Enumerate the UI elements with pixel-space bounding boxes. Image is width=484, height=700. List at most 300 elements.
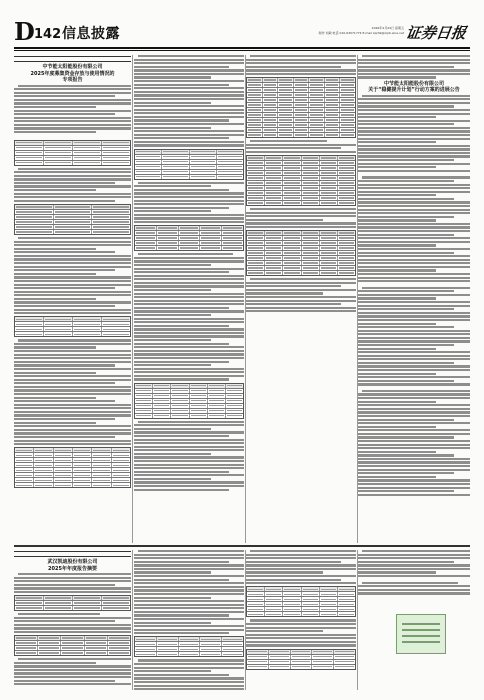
table-cell xyxy=(320,176,338,180)
announcement-title-line: 关于“稳健提升计划”行动方案的进展公告 xyxy=(368,87,460,94)
text-line xyxy=(134,597,211,599)
text-line xyxy=(14,251,115,253)
table-cell xyxy=(302,181,320,185)
table-cell xyxy=(263,98,279,102)
column-e xyxy=(14,550,131,690)
table-cell xyxy=(73,453,92,457)
table-cell xyxy=(15,317,44,321)
announcement-header-rule xyxy=(14,551,131,557)
text-line xyxy=(134,575,244,577)
table-cell xyxy=(247,251,265,255)
text-line xyxy=(134,217,244,219)
text-line xyxy=(250,208,356,210)
text-line xyxy=(358,301,470,303)
table-cell xyxy=(265,597,283,601)
table-cell xyxy=(247,176,265,180)
data-table xyxy=(134,383,244,419)
table-cell xyxy=(208,389,226,393)
text-line xyxy=(14,131,96,133)
table-cell xyxy=(135,647,157,651)
data-table xyxy=(134,149,244,180)
announcement-title xyxy=(358,81,470,94)
text-line xyxy=(358,76,436,78)
table-cell xyxy=(294,113,310,117)
table-cell xyxy=(15,151,44,155)
table-cell xyxy=(263,103,279,107)
table-cell xyxy=(200,236,222,240)
text-line xyxy=(134,127,211,129)
text-line xyxy=(134,59,244,61)
data-table xyxy=(14,447,131,488)
table-cell xyxy=(294,98,310,102)
table-cell xyxy=(338,597,355,601)
text-line xyxy=(250,55,356,57)
table-cell xyxy=(200,246,222,250)
text-line xyxy=(358,326,454,328)
table-cell xyxy=(112,458,130,462)
text-line xyxy=(246,73,356,75)
text-line xyxy=(358,393,470,395)
text-line xyxy=(14,364,115,366)
text-line xyxy=(134,481,244,483)
table-cell xyxy=(15,606,44,610)
table-cell xyxy=(179,241,201,245)
table-cell xyxy=(190,389,208,393)
text-line xyxy=(14,287,115,289)
table-cell xyxy=(334,660,355,664)
table-cell xyxy=(179,647,201,651)
text-line xyxy=(134,123,244,125)
text-line xyxy=(358,248,470,250)
text-line xyxy=(134,62,244,64)
table-cell xyxy=(302,612,320,616)
table-row xyxy=(15,161,130,165)
text-block xyxy=(358,95,470,496)
table-cell xyxy=(54,458,73,462)
table-cell xyxy=(217,155,243,159)
table-cell xyxy=(340,133,355,137)
table-cell xyxy=(73,473,92,477)
table-cell xyxy=(15,322,44,326)
table-cell xyxy=(302,597,320,601)
table-cell xyxy=(135,642,157,646)
table-cell xyxy=(15,156,44,160)
text-line xyxy=(18,613,100,615)
table-cell xyxy=(54,205,93,209)
table-cell xyxy=(247,602,265,606)
table-cell xyxy=(247,655,269,659)
table-cell xyxy=(294,78,310,82)
table-cell xyxy=(190,170,217,174)
table-cell xyxy=(320,156,338,160)
text-line xyxy=(134,116,244,118)
text-line xyxy=(134,321,244,323)
table-cell xyxy=(15,141,44,145)
table-cell xyxy=(226,399,243,403)
table-cell xyxy=(15,651,38,655)
text-line xyxy=(358,344,454,346)
text-line xyxy=(134,629,244,631)
table-cell xyxy=(278,113,294,117)
table-cell xyxy=(190,165,217,169)
table-cell xyxy=(269,665,291,669)
table-cell xyxy=(61,651,84,655)
table-cell xyxy=(309,93,325,97)
table-cell xyxy=(265,191,283,195)
table-cell xyxy=(265,256,283,260)
table-cell xyxy=(44,151,73,155)
table-cell xyxy=(340,108,355,112)
text-line xyxy=(134,282,244,284)
table-cell xyxy=(309,108,325,112)
table-cell xyxy=(338,161,355,165)
text-line xyxy=(246,637,356,639)
table-cell xyxy=(92,225,130,229)
table-cell xyxy=(247,261,265,265)
text-block xyxy=(134,55,244,491)
table-cell xyxy=(108,636,130,640)
table-cell xyxy=(15,596,44,600)
text-line xyxy=(14,418,115,420)
text-line xyxy=(134,449,244,451)
text-line xyxy=(138,182,244,184)
table-cell xyxy=(247,266,265,270)
table-row xyxy=(247,271,355,275)
text-line xyxy=(14,631,131,633)
text-line xyxy=(358,433,470,435)
text-line xyxy=(358,266,470,268)
text-line xyxy=(14,294,131,296)
text-line xyxy=(14,683,131,685)
text-line xyxy=(134,293,244,295)
text-line xyxy=(358,451,436,453)
table-cell xyxy=(302,201,320,205)
text-line xyxy=(358,166,436,168)
table-cell xyxy=(34,453,53,457)
text-line xyxy=(358,458,470,460)
text-line xyxy=(358,557,470,559)
table-cell xyxy=(15,483,34,487)
text-line xyxy=(358,252,454,254)
table-cell xyxy=(73,606,102,610)
text-line xyxy=(358,180,454,182)
text-line xyxy=(246,296,356,298)
table-cell xyxy=(153,404,171,408)
text-line xyxy=(134,105,244,107)
text-line xyxy=(134,109,244,111)
table-cell xyxy=(283,166,301,170)
table-cell xyxy=(15,641,38,645)
table-cell xyxy=(302,261,320,265)
table-cell xyxy=(73,483,92,487)
text-line xyxy=(14,200,115,202)
table-cell xyxy=(54,463,73,467)
text-line xyxy=(14,577,131,579)
masthead-rule-thin xyxy=(14,50,470,51)
text-line xyxy=(134,214,244,216)
text-line xyxy=(14,241,131,243)
table-cell xyxy=(338,266,355,270)
text-line xyxy=(362,55,470,57)
table-cell xyxy=(320,171,338,175)
text-line xyxy=(14,414,131,416)
text-line xyxy=(362,582,458,584)
table-cell xyxy=(338,587,355,591)
table-cell xyxy=(44,141,73,145)
text-line xyxy=(358,440,470,442)
table-cell xyxy=(135,226,157,230)
masthead xyxy=(14,17,470,46)
column-g xyxy=(246,550,356,690)
text-line xyxy=(358,348,436,350)
table-cell xyxy=(208,394,226,398)
text-line xyxy=(134,144,244,146)
table-cell xyxy=(226,389,243,393)
table-cell xyxy=(340,118,355,122)
text-line xyxy=(134,674,229,676)
table-cell xyxy=(302,176,320,180)
table-cell xyxy=(135,246,157,250)
text-block xyxy=(14,85,131,489)
table-cell xyxy=(294,93,310,97)
text-line xyxy=(134,307,229,309)
table-cell xyxy=(108,646,130,650)
table-cell xyxy=(338,256,355,260)
table-cell xyxy=(247,133,263,137)
table-cell xyxy=(112,463,130,467)
table-cell xyxy=(278,133,294,137)
table-cell xyxy=(283,587,301,591)
table-cell xyxy=(263,118,279,122)
table-cell xyxy=(157,647,179,651)
text-line xyxy=(134,368,244,370)
text-line xyxy=(134,76,211,78)
section-divider xyxy=(14,545,470,547)
text-line xyxy=(134,285,244,287)
table-cell xyxy=(338,251,355,255)
section-letter: D xyxy=(14,17,35,46)
table-cell xyxy=(325,83,341,87)
text-line xyxy=(134,346,244,348)
table-cell xyxy=(102,332,130,336)
table-cell xyxy=(265,241,283,245)
text-line xyxy=(358,365,470,367)
text-line xyxy=(14,350,131,352)
text-line xyxy=(134,375,244,377)
table-cell xyxy=(247,236,265,240)
table-cell xyxy=(102,322,130,326)
table-cell xyxy=(44,156,73,160)
table-cell xyxy=(320,196,338,200)
table-cell xyxy=(309,88,325,92)
table-cell xyxy=(302,592,320,596)
table-cell xyxy=(34,468,53,472)
text-line xyxy=(134,688,244,690)
table-cell xyxy=(179,637,201,641)
table-cell xyxy=(302,196,320,200)
text-line xyxy=(134,289,211,291)
table-cell xyxy=(325,103,341,107)
table-cell xyxy=(247,113,263,117)
table-cell xyxy=(283,241,301,245)
text-line xyxy=(134,579,229,581)
text-line xyxy=(134,130,244,132)
table-cell xyxy=(247,650,269,654)
text-line xyxy=(134,439,244,441)
table-cell xyxy=(102,156,130,160)
text-line xyxy=(14,193,131,195)
text-line xyxy=(134,268,244,270)
text-line xyxy=(358,273,470,275)
table-cell xyxy=(15,215,54,219)
text-line xyxy=(134,625,244,627)
table-cell xyxy=(247,118,263,122)
text-line xyxy=(246,554,356,556)
table-cell xyxy=(54,210,93,214)
table-cell xyxy=(190,409,208,413)
table-cell xyxy=(302,241,320,245)
text-line xyxy=(14,429,131,431)
column-a xyxy=(14,55,131,543)
table-cell xyxy=(190,160,217,164)
table-cell xyxy=(15,646,38,650)
table-cell xyxy=(283,597,301,601)
table-cell xyxy=(157,226,179,230)
text-line xyxy=(134,66,229,68)
text-line xyxy=(14,400,115,402)
text-line xyxy=(134,435,229,437)
table-cell xyxy=(340,78,355,82)
table-cell xyxy=(54,448,73,452)
text-line xyxy=(134,207,229,209)
table-cell xyxy=(283,251,301,255)
text-line xyxy=(134,474,244,476)
text-line xyxy=(14,620,115,622)
table-cell xyxy=(171,394,189,398)
text-line xyxy=(134,192,244,194)
data-table xyxy=(14,635,131,656)
text-line xyxy=(358,290,454,292)
table-cell xyxy=(302,607,320,611)
text-line xyxy=(358,209,470,211)
table-cell xyxy=(294,133,310,137)
announcement-header-rule xyxy=(14,56,131,62)
text-line xyxy=(358,159,454,161)
table-cell xyxy=(291,655,313,659)
table-cell xyxy=(44,601,73,605)
table-cell xyxy=(179,642,201,646)
text-line xyxy=(134,442,244,444)
table-cell xyxy=(340,113,355,117)
text-line xyxy=(358,73,470,75)
text-line xyxy=(14,372,96,374)
table-cell xyxy=(302,236,320,240)
text-line xyxy=(134,80,244,82)
table-cell xyxy=(108,651,130,655)
text-line xyxy=(134,604,244,606)
table-cell xyxy=(61,641,84,645)
table-cell xyxy=(222,652,243,656)
table-cell xyxy=(265,246,283,250)
text-line xyxy=(14,386,131,388)
text-line xyxy=(14,436,115,438)
data-table xyxy=(134,225,244,251)
text-line xyxy=(14,262,131,264)
text-line xyxy=(246,289,356,291)
table-cell xyxy=(54,225,93,229)
text-line xyxy=(134,210,211,212)
text-line xyxy=(14,617,131,619)
table-cell xyxy=(73,146,102,150)
text-block xyxy=(358,550,470,595)
table-cell xyxy=(34,483,53,487)
table-cell xyxy=(73,468,92,472)
text-line xyxy=(14,291,131,293)
table-cell xyxy=(15,220,54,224)
text-line xyxy=(358,113,470,115)
table-cell xyxy=(112,448,130,452)
text-line xyxy=(134,611,244,613)
table-cell xyxy=(247,597,265,601)
text-line xyxy=(14,244,131,246)
table-cell xyxy=(338,241,355,245)
table-cell xyxy=(309,113,325,117)
text-line xyxy=(134,632,229,634)
table-cell xyxy=(208,384,226,388)
table-cell xyxy=(302,602,320,606)
announcement-title-line: 中节能太阳能股份有限公司 xyxy=(42,64,103,70)
text-line xyxy=(14,680,115,682)
text-line xyxy=(358,226,470,228)
table-cell xyxy=(135,409,153,413)
table-cell xyxy=(294,88,310,92)
table-cell xyxy=(283,186,301,190)
text-line xyxy=(358,170,470,172)
table-cell xyxy=(283,256,301,260)
table-cell xyxy=(338,196,355,200)
text-line xyxy=(246,59,356,61)
data-table xyxy=(14,204,131,235)
announcement-title-line: 武汉凯迪股份有限公司 xyxy=(47,559,98,565)
table-cell xyxy=(179,236,201,240)
table-cell xyxy=(283,181,301,185)
table-cell xyxy=(265,166,283,170)
table-cell xyxy=(92,448,111,452)
text-line xyxy=(358,223,470,225)
text-line xyxy=(134,618,244,620)
table-cell xyxy=(73,478,92,482)
table-cell xyxy=(278,123,294,127)
section-title: 信息披露 xyxy=(62,26,120,42)
table-cell xyxy=(92,205,130,209)
table-cell xyxy=(15,473,34,477)
table-cell xyxy=(265,186,283,190)
text-line xyxy=(246,212,356,214)
table-cell xyxy=(312,660,334,664)
table-cell xyxy=(73,601,102,605)
text-line xyxy=(134,221,244,223)
table-cell xyxy=(44,596,73,600)
table-cell xyxy=(15,225,54,229)
text-line xyxy=(14,584,115,586)
table-cell xyxy=(200,226,222,230)
table-cell xyxy=(325,88,341,92)
table-row xyxy=(247,665,355,669)
table-cell xyxy=(135,241,157,245)
text-line xyxy=(134,271,229,273)
text-line xyxy=(14,368,131,370)
table-cell xyxy=(320,597,338,601)
